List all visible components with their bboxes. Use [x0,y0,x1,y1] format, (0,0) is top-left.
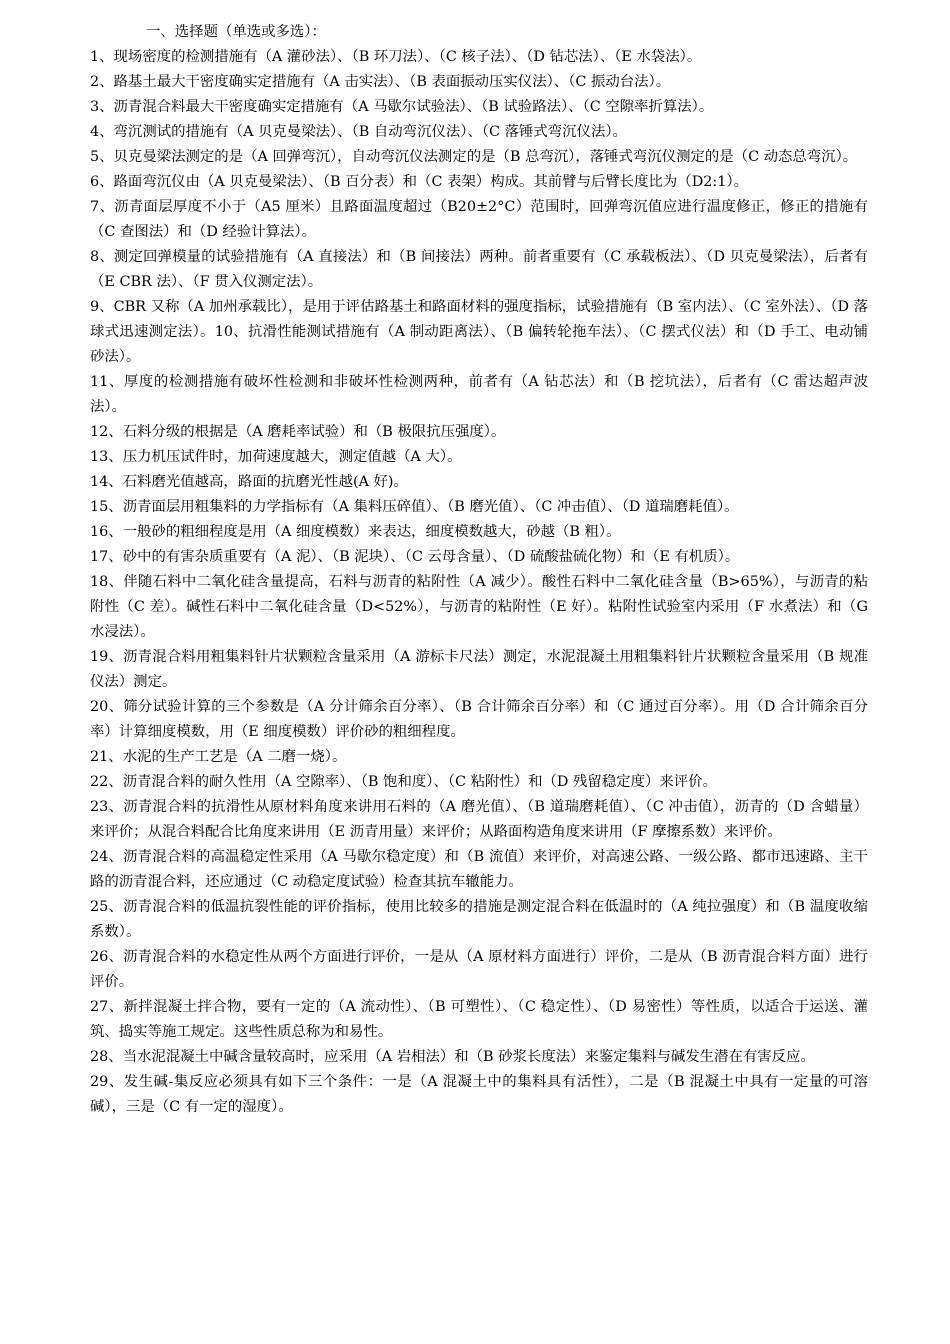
question-28: 28、当水泥混凝土中碱含量较高时，应采用（A 岩相法）和（B 砂浆长度法）来鉴定集料与碱发生潜在有害反应。 [90,1049,815,1065]
question-8: 8、测定回弹模量的试验措施有（A 直接法）和（B 间接法）两种。前者重要有（C 承载板法）、（D 贝克曼梁法），后者有（E CBR 法）、（F 贯入仪测定法）。 [90,249,868,290]
question-17: 17、砂中的有害杂质重要有（A 泥）、（B 泥块）、（C 云母含量）、（D 硫酸盐硫化物）和（E 有机质）。 [90,549,740,565]
question-7: 7、沥青面层厚度不小于（A5 厘米）且路面温度超过（B20±2°C）范围时，回弹弯沉值应进行温度修正，修正的措施有（C 查图法）和（D 经验计算法）。 [90,199,868,240]
question-2: 2、路基土最大干密度确实定措施有（A 击实法）、（B 表面振动压实仪法）、（C 振动台法）。 [90,74,671,90]
question-3: 3、沥青混合料最大干密度确实定措施有（A 马歇尔试验法）、（B 试验路法）、（C 空隙率折算法）。 [90,99,714,115]
question-6: 6、路面弯沉仪由（A 贝克曼梁法）、（B 百分表）和（C 表架）构成。其前臂与后臂长度比为（D2:1）。 [90,174,748,190]
question-20: 20、筛分试验计算的三个参数是（A 分计筛余百分率）、（B 合计筛余百分率）和（C 通过百分率）。用（D 合计筛余百分率）计算细度模数，用（E 细度模数）评价砂的粗细程度。 [90,699,868,740]
question-13: 13、压力机压试件时，加荷速度越大，测定值越（A 大）。 [90,449,462,465]
question-23: 23、沥青混合料的抗滑性从原材料角度来讲用石料的（A 磨光值）、（B 道瑞磨耗值）、（C 冲击值），沥青的（D 含蜡量）来评价；从混合料配合比角度来讲用（E 沥青用量）来评价；从路面构造角度来讲用（F 摩擦系数）来评价。 [90,799,868,840]
question-14: 14、石料磨光值越高，路面的抗磨光性越(A 好)。 [90,474,408,490]
question-15: 15、沥青面层用粗集料的力学指标有（A 集料压碎值）、（B 磨光值）、（C 冲击值）、（D 道瑞磨耗值）。 [90,499,739,515]
question-18: 18、伴随石料中二氧化硅含量提高，石料与沥青的粘附性（A 减少）。酸性石料中二氧化硅含量（B>65%），与沥青的粘附性（C 差）。碱性石料中二氧化硅含量（D<52%），与沥青的粘附性（E 好）。粘附性试验室内采用（F 水煮法）和（G 水浸法）。 [90,574,868,640]
question-27: 27、新拌混凝土拌合物，要有一定的（A 流动性）、（B 可塑性）、（C 稳定性）、（D 易密性）等性质，以适合于运送、灌筑、捣实等施工规定。这些性质总称为和易性。 [90,999,868,1040]
section-heading: 一、选择题（单选或多选）： [146,24,326,40]
question-5: 5、贝克曼梁法测定的是（A 回弹弯沉），自动弯沉仪法测定的是（B 总弯沉），落锤式弯沉仪测定的是（C 动态总弯沉）。 [90,149,858,165]
question-12: 12、石料分级的根据是（A 磨耗率试验）和（B 极限抗压强度）。 [90,424,506,440]
question-16: 16、一般砂的粗细程度是用（A 细度模数）来表达，细度模数越大，砂越（B 粗）。 [90,524,621,540]
question-29: 29、发生碱-集反应必须具有如下三个条件：一是（A 混凝土中的集料具有活性），二是（B 混凝土中具有一定量的可溶碱），三是（C 有一定的湿度）。 [90,1074,868,1115]
question-26: 26、沥青混合料的水稳定性从两个方面进行评价，一是从（A 原材料方面进行）评价，二是从（B 沥青混合料方面）进行评价。 [90,949,868,990]
question-4: 4、弯沉测试的措施有（A 贝克曼梁法）、（B 自动弯沉仪法）、（C 落锤式弯沉仪法）。 [90,124,627,140]
question-25: 25、沥青混合料的低温抗裂性能的评价指标，使用比较多的措施是测定混合料在低温时的（A 纯拉强度）和（B 温度收缩系数）。 [90,899,868,940]
question-22: 22、沥青混合料的耐久性用（A 空隙率）、（B 饱和度）、（C 粘附性）和（D 残留稳定度）来评价。 [90,774,717,790]
question-1: 1、现场密度的检测措施有（A 灌砂法）、（B 环刀法）、（C 核子法）、（D 钻芯法）、（E 水袋法）。 [90,49,702,65]
question-24: 24、沥青混合料的高温稳定性采用（A 马歇尔稳定度）和（B 流值）来评价，对高速公路、一级公路、都市迅速路、主干路的沥青混合料，还应通过（C 动稳定度试验）检查其抗车辙能力。 [90,849,868,890]
question-9-10: 9、CBR 又称（A 加州承载比），是用于评估路基土和路面材料的强度指标，试验措施有（B 室内法）、（C 室外法）、（D 落球式迅速测定法）。10、抗滑性能测试措施有（A 制动距离法）、（B 偏转轮拖车法）、（C 摆式仪法）和（D 手工、电动铺砂法）。 [90,299,868,365]
question-19: 19、沥青混合料用粗集料针片状颗粒含量采用（A 游标卡尺法）测定，水泥混凝土用粗集料针片状颗粒含量采用（B 规准仪法）测定。 [90,649,868,690]
question-11: 11、厚度的检测措施有破坏性检测和非破坏性检测两种，前者有（A 钻芯法）和（B 挖坑法），后者有（C 雷达超声波法）。 [90,374,868,415]
question-21: 21、水泥的生产工艺是（A 二磨一烧）。 [90,749,347,765]
